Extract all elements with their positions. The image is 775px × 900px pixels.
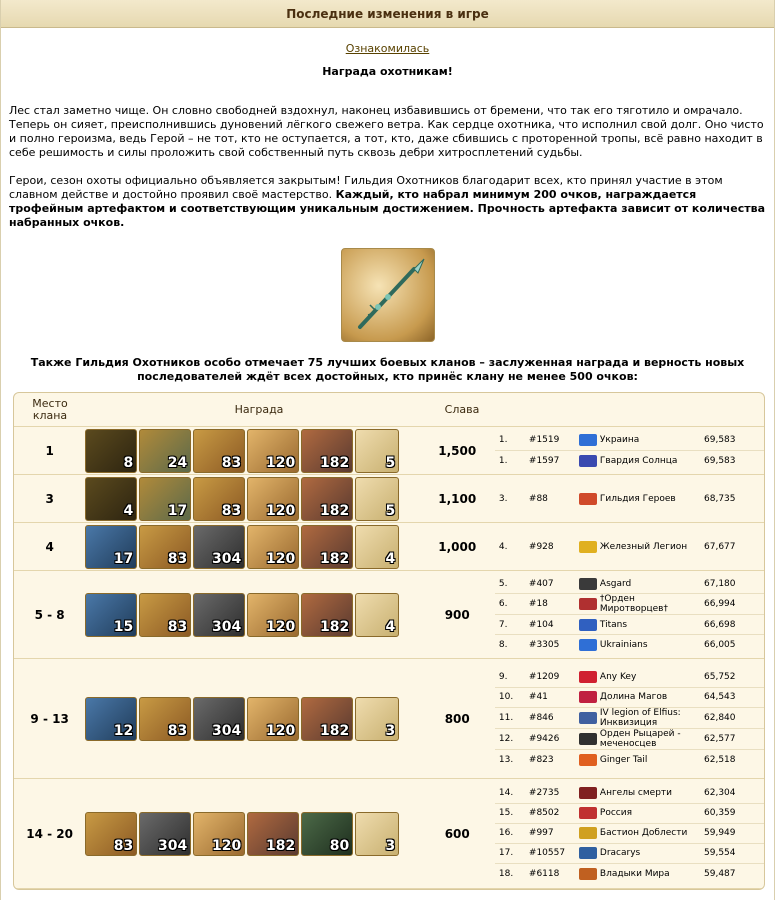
skull-icon[interactable] xyxy=(193,593,245,637)
clan-rank: 11. xyxy=(498,712,514,723)
hooded-figure-icon[interactable] xyxy=(301,812,353,856)
award-count: 120 xyxy=(266,550,296,567)
clan-name[interactable]: †Орден Миротворцев† xyxy=(599,594,668,614)
clan-rank: 10. xyxy=(498,692,514,702)
hydra-icon[interactable] xyxy=(139,429,191,473)
dark-creature-icon[interactable] xyxy=(85,477,137,521)
clan-entry[interactable] xyxy=(495,844,764,864)
clan-entry[interactable] xyxy=(495,537,764,557)
row-place: 4 xyxy=(45,539,54,554)
award-count: 182 xyxy=(320,722,350,739)
clan-score: 66,005 xyxy=(704,640,736,650)
clan-emblem-icon xyxy=(579,671,597,683)
content xyxy=(1,42,774,890)
table-row xyxy=(14,523,764,571)
warrior-face-icon[interactable] xyxy=(301,525,353,569)
clan-id: #41 xyxy=(528,692,548,702)
clan-id: #1519 xyxy=(528,435,560,445)
warrior-face-icon[interactable] xyxy=(301,593,353,637)
clan-name[interactable]: Ginger Tail xyxy=(599,754,648,765)
beast-icon[interactable] xyxy=(193,812,245,856)
row-place: 9 - 13 xyxy=(30,711,69,726)
header-place: Место клана xyxy=(32,396,68,422)
award-count: 4 xyxy=(123,502,134,519)
clan-name[interactable]: Dracarys xyxy=(599,848,641,858)
clan-rank: 8. xyxy=(498,640,508,650)
helmet-icon[interactable] xyxy=(193,477,245,521)
clan-emblem-icon xyxy=(579,493,597,505)
header-title: Последние изменения в игре xyxy=(286,7,489,21)
clan-rank: 7. xyxy=(498,619,508,630)
clan-subtitle: Также Гильдия Охотников особо отмечает 75 лучших боевых кланов – заслуженная награда и верность новых последователей ждёт всех достойных, кто принёс клану не менее 500 очков: xyxy=(30,356,745,383)
clan-name[interactable]: Titans xyxy=(599,619,628,630)
row-glory: 1,500 xyxy=(438,443,477,458)
skull-icon[interactable] xyxy=(139,812,191,856)
clan-id: #2735 xyxy=(528,788,560,798)
clan-id: #823 xyxy=(528,754,554,765)
clan-entry[interactable] xyxy=(495,615,764,635)
clan-awards-table xyxy=(13,392,765,890)
clan-name[interactable]: Долина Магов xyxy=(599,692,668,702)
clan-rank: 1. xyxy=(498,435,508,445)
hydra-icon[interactable] xyxy=(85,593,137,637)
table-row xyxy=(14,779,764,889)
clan-entry[interactable] xyxy=(495,431,764,451)
table-header xyxy=(14,393,764,427)
clan-rank: 6. xyxy=(498,599,508,609)
clan-score: 62,518 xyxy=(704,754,736,765)
clan-score: 66,698 xyxy=(704,619,736,630)
clan-emblem-icon xyxy=(579,733,597,745)
clan-id: #928 xyxy=(528,541,554,552)
award-count: 120 xyxy=(266,722,296,739)
clan-score: 64,543 xyxy=(704,692,736,702)
clan-score: 62,577 xyxy=(704,733,736,744)
row-glory: 1,100 xyxy=(438,491,477,506)
row-clans xyxy=(495,523,764,570)
clan-rank: 17. xyxy=(498,848,514,858)
helmet-icon[interactable] xyxy=(193,429,245,473)
ring-icon[interactable] xyxy=(355,812,399,856)
helmet-icon[interactable] xyxy=(139,525,191,569)
clan-emblem-icon xyxy=(579,619,597,631)
acknowledge-link[interactable]: Ознакомилась xyxy=(345,42,430,55)
clan-name[interactable]: Владыки Мира xyxy=(599,868,670,879)
table-row xyxy=(14,475,764,523)
award-count: 15 xyxy=(113,618,134,635)
clan-rank: 18. xyxy=(498,868,514,879)
clan-id: #997 xyxy=(528,828,554,838)
clan-rank: 9. xyxy=(498,672,508,682)
header-bar xyxy=(1,0,774,28)
row-place: 14 - 20 xyxy=(26,826,73,841)
clan-name[interactable]: Украина xyxy=(599,435,640,445)
table-row xyxy=(14,571,764,659)
clan-emblem-icon xyxy=(579,434,597,446)
row-awards xyxy=(85,523,427,570)
clan-score: 69,583 xyxy=(704,455,736,466)
clan-score: 69,583 xyxy=(704,435,736,445)
clan-score: 59,487 xyxy=(704,868,736,879)
award-count: 80 xyxy=(329,837,350,854)
clan-id: #88 xyxy=(528,493,548,504)
clan-rank: 4. xyxy=(498,541,508,552)
clan-id: #104 xyxy=(528,619,554,630)
clan-rank: 16. xyxy=(498,828,514,838)
clan-rank: 1. xyxy=(498,455,508,466)
ring-icon[interactable] xyxy=(355,593,399,637)
award-count: 12 xyxy=(113,722,134,739)
clan-rank: 5. xyxy=(498,578,508,589)
helmet-icon[interactable] xyxy=(139,593,191,637)
row-clans xyxy=(495,475,764,522)
award-count: 17 xyxy=(167,502,188,519)
row-awards xyxy=(85,659,427,778)
clan-entry[interactable] xyxy=(495,804,764,824)
award-count: 83 xyxy=(221,502,242,519)
award-count: 83 xyxy=(167,618,188,635)
dark-creature-icon[interactable] xyxy=(85,429,137,473)
clan-entry[interactable] xyxy=(495,668,764,688)
clan-name[interactable]: Ангелы смерти xyxy=(599,788,673,798)
table-body xyxy=(14,427,764,889)
helmet-icon[interactable] xyxy=(139,697,191,741)
clan-entry[interactable] xyxy=(495,635,764,655)
row-place: 5 - 8 xyxy=(34,607,65,622)
hydra-icon[interactable] xyxy=(85,525,137,569)
award-count: 182 xyxy=(320,618,350,635)
artifact-spear-image xyxy=(341,248,435,342)
clan-emblem-icon xyxy=(579,455,597,467)
clan-name[interactable]: Ukrainians xyxy=(599,640,648,650)
award-count: 304 xyxy=(212,722,242,739)
spear-icon xyxy=(348,255,428,335)
row-glory: 600 xyxy=(444,826,470,841)
paragraph-1: Лес стал заметно чище. Он словно свободней вздохнул, наконец избавившись от бремени, что так его тяготило и омрачало. Теперь он сияет, преисполнившись дуновений лёгкого свежего ветра. Как сердце охотника, что исполнил свой долг. Оно чисто и полно героизма, ведь Герой – не тот, кто не оступается, а тот, кто, даже сбившись с проторенной тропы, всё равно находит в себе решимость и силы проложить свой собственный путь сквозь дебри хитросплетений судьбы. xyxy=(9,104,764,159)
clan-entry[interactable] xyxy=(495,594,764,615)
skull-icon[interactable] xyxy=(193,697,245,741)
row-glory: 1,000 xyxy=(438,539,477,554)
clan-id: #1209 xyxy=(528,672,560,682)
award-count: 17 xyxy=(113,550,134,567)
clan-name[interactable]: Гильдия Героев xyxy=(599,493,676,504)
helmet-icon[interactable] xyxy=(85,812,137,856)
clan-entry[interactable] xyxy=(495,750,764,770)
award-count: 120 xyxy=(266,618,296,635)
clan-id: #6118 xyxy=(528,868,560,879)
clan-score: 60,359 xyxy=(704,808,736,818)
row-clans xyxy=(495,427,764,474)
row-awards xyxy=(85,779,427,888)
clan-emblem-icon xyxy=(579,868,597,880)
award-title: Награда охотникам! xyxy=(322,65,453,78)
clan-emblem-icon xyxy=(579,541,597,553)
row-clans xyxy=(495,659,764,778)
award-count: 304 xyxy=(158,837,188,854)
clan-rank: 12. xyxy=(498,733,514,744)
row-clans xyxy=(495,571,764,658)
ring-icon[interactable] xyxy=(355,477,399,521)
clan-score: 62,304 xyxy=(704,788,736,798)
award-count: 83 xyxy=(167,722,188,739)
clan-name[interactable]: IV legion of Elfius: Инквизиция xyxy=(599,707,681,728)
award-count: 8 xyxy=(123,454,134,471)
header-glory: Слава xyxy=(444,403,480,416)
row-place: 3 xyxy=(45,491,54,506)
row-awards xyxy=(85,475,427,522)
clan-score: 66,994 xyxy=(704,599,736,609)
award-count: 182 xyxy=(320,502,350,519)
warrior-face-icon[interactable] xyxy=(301,477,353,521)
clan-entry[interactable] xyxy=(495,708,764,729)
clan-emblem-icon xyxy=(579,639,597,651)
ring-icon[interactable] xyxy=(355,525,399,569)
table-row xyxy=(14,427,764,475)
clan-entry[interactable] xyxy=(495,729,764,750)
clan-score: 59,949 xyxy=(704,828,736,838)
row-awards xyxy=(85,427,427,474)
warrior-face-icon[interactable] xyxy=(247,812,299,856)
paragraph-2 xyxy=(9,174,766,230)
clan-emblem-icon xyxy=(579,754,597,766)
ring-icon[interactable] xyxy=(355,429,399,473)
clan-emblem-icon xyxy=(579,827,597,839)
clan-id: #846 xyxy=(528,712,554,723)
clan-entry[interactable] xyxy=(495,688,764,708)
clan-name[interactable]: Железный Легион xyxy=(599,541,688,552)
beast-icon[interactable] xyxy=(247,429,299,473)
clan-id: #407 xyxy=(528,578,554,589)
award-count: 4 xyxy=(385,618,396,635)
award-count: 304 xyxy=(212,550,242,567)
clan-rank: 15. xyxy=(498,808,514,818)
clan-score: 62,840 xyxy=(704,712,736,723)
clan-score: 59,554 xyxy=(704,848,736,858)
hydra-icon[interactable] xyxy=(139,477,191,521)
paragraph-2-normal: Герои, сезон охоты официально объявляется закрытым! Гильдия Охотников благодарит всех, кто принял участие в этом славном действе и достойно проявил своё мастерство. xyxy=(9,174,723,201)
hydra-icon[interactable] xyxy=(85,697,137,741)
clan-entry[interactable] xyxy=(495,451,764,471)
beast-icon[interactable] xyxy=(247,525,299,569)
clan-emblem-icon xyxy=(579,691,597,703)
clan-score: 67,677 xyxy=(704,541,736,552)
clan-score: 68,735 xyxy=(704,493,736,504)
award-count: 83 xyxy=(221,454,242,471)
clan-name[interactable]: Гвардия Солнца xyxy=(599,455,678,466)
clan-id: #18 xyxy=(528,599,548,609)
clan-id: #10557 xyxy=(528,848,566,858)
award-count: 304 xyxy=(212,618,242,635)
clan-name[interactable]: Asgard xyxy=(599,578,632,589)
award-count: 3 xyxy=(385,722,396,739)
row-place: 1 xyxy=(45,443,54,458)
beast-icon[interactable] xyxy=(247,477,299,521)
clan-emblem-icon xyxy=(579,847,597,859)
award-count: 24 xyxy=(167,454,188,471)
award-count: 5 xyxy=(385,502,396,519)
warrior-face-icon[interactable] xyxy=(301,697,353,741)
warrior-face-icon[interactable] xyxy=(301,429,353,473)
clan-emblem-icon xyxy=(579,578,597,590)
paragraph-2-bold: Каждый, кто набрал минимум 200 очков, награждается трофейным артефактом и соответствующим уникальным достижением. Прочность артефакта зависит от количества набранных очков. xyxy=(9,188,766,229)
row-glory: 900 xyxy=(444,607,470,622)
award-count: 182 xyxy=(266,837,296,854)
row-glory: 800 xyxy=(444,711,470,726)
clan-emblem-icon xyxy=(579,807,597,819)
award-count: 182 xyxy=(320,454,350,471)
clan-id: #8502 xyxy=(528,808,560,818)
award-count: 3 xyxy=(385,837,396,854)
award-count: 83 xyxy=(113,837,134,854)
beast-icon[interactable] xyxy=(247,593,299,637)
clan-name[interactable]: Бастион Доблести xyxy=(599,828,688,838)
clan-id: #9426 xyxy=(528,733,560,744)
clan-id: #3305 xyxy=(528,640,560,650)
clan-emblem-icon xyxy=(579,598,597,610)
award-count: 4 xyxy=(385,550,396,567)
clan-emblem-icon xyxy=(579,787,597,799)
clan-id: #1597 xyxy=(528,455,560,466)
award-count: 83 xyxy=(167,550,188,567)
beast-icon[interactable] xyxy=(247,697,299,741)
skull-icon[interactable] xyxy=(193,525,245,569)
clan-entry[interactable] xyxy=(495,489,764,509)
row-awards xyxy=(85,571,427,658)
clan-name[interactable]: Россия xyxy=(599,808,632,818)
award-count: 120 xyxy=(266,454,296,471)
clan-score: 65,752 xyxy=(704,672,736,682)
clan-entry[interactable] xyxy=(495,864,764,884)
clan-score: 67,180 xyxy=(704,578,736,589)
clan-emblem-icon xyxy=(579,712,597,724)
clan-name[interactable]: Any Key xyxy=(599,672,637,682)
table-row xyxy=(14,659,764,779)
header-award: Награда xyxy=(234,403,284,416)
award-count: 120 xyxy=(212,837,242,854)
clan-entry[interactable] xyxy=(495,574,764,594)
ring-icon[interactable] xyxy=(355,697,399,741)
clan-name[interactable]: Орден Рыцарей - меченосцев xyxy=(599,728,681,749)
row-clans xyxy=(495,779,764,888)
clan-entry[interactable] xyxy=(495,824,764,844)
clan-rank: 13. xyxy=(498,754,514,765)
clan-rank: 3. xyxy=(498,493,508,504)
clan-rank: 14. xyxy=(498,788,514,798)
clan-entry[interactable] xyxy=(495,784,764,804)
award-count: 182 xyxy=(320,550,350,567)
award-count: 5 xyxy=(385,454,396,471)
award-count: 120 xyxy=(266,502,296,519)
